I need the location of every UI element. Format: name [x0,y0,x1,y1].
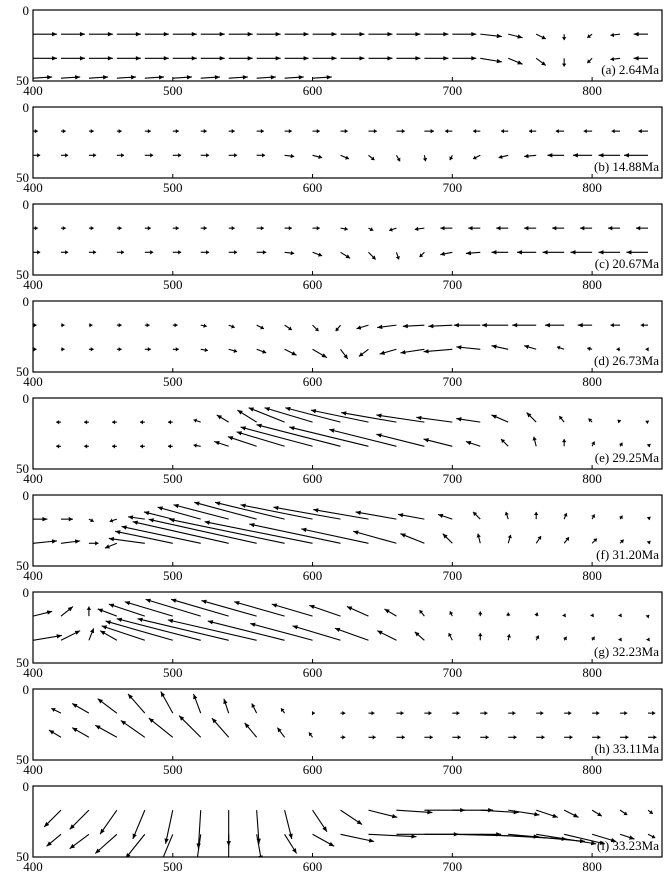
panel-1 [16,100,662,195]
panel-label: (b) 14.88Ma [594,159,659,174]
panel-group [16,3,662,874]
x-tick-label: 500 [163,471,183,486]
panel-0 [16,3,662,98]
x-tick-label: 700 [442,83,463,98]
x-tick-label: 700 [442,277,463,292]
y-tick-label: 0 [22,3,29,18]
x-tick-label: 800 [582,277,602,292]
panel-label: (i) 33.23Ma [596,838,659,853]
panel-label: (d) 26.73Ma [594,353,659,368]
y-tick-label: 0 [22,100,29,115]
velocity-arrow [23,834,33,844]
x-tick-label: 700 [442,374,463,389]
x-tick-label: 600 [302,762,323,777]
x-tick-label: 400 [23,665,43,680]
x-tick-label: 800 [582,471,602,486]
x-tick-label: 700 [442,180,463,195]
plot-frame [33,204,662,275]
y-tick-label: 0 [22,779,29,794]
panel-6 [16,585,662,680]
plot-frame [33,10,662,81]
x-tick-label: 800 [582,859,602,874]
y-tick-label: 0 [22,294,29,309]
x-tick-label: 600 [302,83,323,98]
x-tick-label: 400 [23,568,43,583]
x-tick-label: 400 [23,277,43,292]
y-tick-label: 50 [16,558,29,573]
x-tick-label: 500 [163,568,183,583]
x-tick-label: 500 [163,374,183,389]
panel-3 [16,294,662,389]
x-tick-label: 400 [23,83,43,98]
y-tick-label: 50 [16,267,29,282]
x-tick-label: 600 [302,180,323,195]
panel-4 [16,391,662,486]
x-tick-label: 400 [23,859,43,874]
panel-label: (f) 31.20Ma [596,547,659,562]
velocity-arrow [28,420,33,424]
panel-label: (a) 2.64Ma [601,62,659,77]
velocity-arrow [28,711,33,715]
velocity-arrow [26,732,33,737]
x-tick-label: 600 [302,471,323,486]
panel-label: (e) 29.25Ma [594,450,659,465]
x-tick-label: 700 [442,859,463,874]
plot-frame [33,301,662,372]
x-tick-label: 700 [442,762,463,777]
x-tick-label: 400 [23,471,43,486]
plot-frame [33,786,662,857]
panel-2 [16,197,662,292]
x-tick-label: 700 [442,665,463,680]
panel-8 [16,779,662,874]
y-tick-label: 0 [22,585,29,600]
x-tick-label: 800 [582,762,602,777]
x-tick-label: 500 [163,859,183,874]
plot-frame [33,495,662,566]
x-tick-label: 400 [23,762,43,777]
y-tick-label: 50 [16,849,29,864]
x-tick-label: 800 [582,568,602,583]
x-tick-label: 500 [163,277,183,292]
y-tick-label: 50 [16,461,29,476]
x-tick-label: 700 [442,568,463,583]
y-tick-label: 50 [16,170,29,185]
x-tick-label: 800 [582,180,602,195]
velocity-arrow [28,444,33,448]
x-tick-label: 600 [302,665,323,680]
x-tick-label: 600 [302,568,323,583]
y-tick-label: 50 [16,655,29,670]
panel-label: (c) 20.67Ma [594,256,659,271]
x-tick-label: 500 [163,762,183,777]
panel-7 [16,682,662,777]
x-tick-label: 400 [23,374,43,389]
x-tick-label: 500 [163,83,183,98]
panel-label: (g) 32.23Ma [594,644,659,659]
velocity-arrow [21,810,33,822]
x-tick-label: 500 [163,665,183,680]
y-tick-label: 0 [22,197,29,212]
panel-5 [16,488,662,583]
x-tick-label: 500 [163,180,183,195]
plot-frame [33,107,662,178]
x-tick-label: 800 [582,665,602,680]
y-tick-label: 50 [16,364,29,379]
x-tick-label: 400 [23,180,43,195]
y-tick-label: 50 [16,752,29,767]
y-tick-label: 50 [16,73,29,88]
x-tick-label: 800 [582,83,602,98]
panel-label: (h) 33.11Ma [594,741,659,756]
x-tick-label: 600 [302,277,323,292]
x-tick-label: 600 [302,374,323,389]
x-tick-label: 800 [582,374,602,389]
y-tick-label: 0 [22,391,29,406]
x-tick-label: 700 [442,471,463,486]
y-tick-label: 0 [22,488,29,503]
y-tick-label: 0 [22,682,29,697]
x-tick-label: 600 [302,859,323,874]
